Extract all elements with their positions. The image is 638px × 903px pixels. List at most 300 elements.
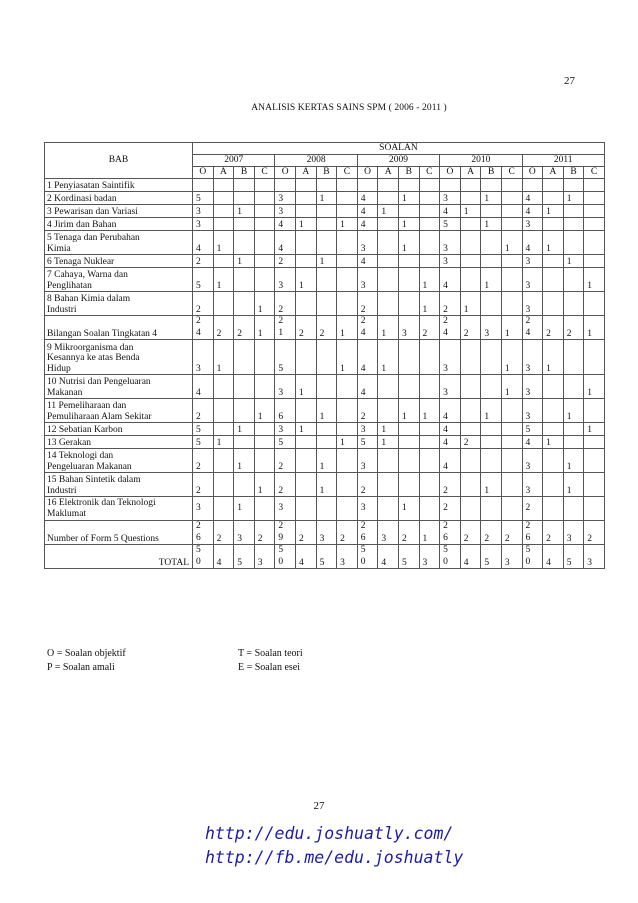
type-header: O: [522, 167, 543, 179]
count-cell: [378, 399, 399, 423]
count-cell: [543, 399, 564, 423]
count-cell: [213, 205, 234, 218]
count-digit: 2: [360, 316, 366, 326]
count-cell: [563, 205, 584, 218]
count-cell: 5: [275, 340, 296, 375]
count-cell: [213, 255, 234, 268]
count-cell: 1: [295, 268, 316, 292]
chapter-label-line: Pemuliharaan Alam Sekitar: [47, 411, 152, 422]
type-header: B: [481, 167, 502, 179]
count-cell: [419, 423, 440, 436]
chapter-label-line: 5 Tenaga dan Perubahan: [47, 233, 140, 243]
count-cell: 2: [440, 497, 461, 521]
count-cell: 4: [378, 545, 399, 569]
count-cell: [295, 231, 316, 255]
count-cell: [213, 399, 234, 423]
table-row: [45, 521, 605, 545]
count-digit: 9: [278, 532, 284, 543]
count-cell: [234, 473, 255, 497]
chapter-label: [45, 497, 193, 521]
count-cell: 4: [440, 268, 461, 292]
count-cell: 1: [481, 473, 502, 497]
count-cell: 1: [419, 399, 440, 423]
count-cell: 4: [357, 205, 378, 218]
count-cell: 4: [193, 231, 214, 255]
count-cell: [543, 375, 564, 399]
table-row: [45, 316, 605, 340]
table-row: [45, 423, 605, 436]
count-cell: 5: [440, 218, 461, 231]
count-digit: 4: [525, 327, 531, 338]
type-header: C: [501, 167, 522, 179]
count-cell: 1: [234, 497, 255, 521]
count-cell: [543, 473, 564, 497]
count-cell: 2: [460, 316, 481, 340]
count-cell: 1: [584, 375, 605, 399]
count-cell: [481, 255, 502, 268]
count-cell: 4: [440, 423, 461, 436]
table-row: [45, 473, 605, 497]
count-cell: 1: [254, 292, 275, 316]
chapter-label-line: 14 Teknologi dan: [47, 451, 114, 461]
count-digit: 2: [525, 316, 531, 326]
count-cell: 3: [522, 399, 543, 423]
count-cell: [316, 218, 337, 231]
type-header: B: [398, 167, 419, 179]
count-cell: 5: [193, 268, 214, 292]
count-cell: [295, 436, 316, 449]
table-row: [45, 205, 605, 218]
count-cell: [460, 255, 481, 268]
count-cell: [501, 449, 522, 473]
count-cell: [584, 399, 605, 423]
chapter-label: [45, 545, 193, 569]
count-digit: 2: [196, 316, 201, 326]
table-row: [45, 192, 605, 205]
count-cell: [501, 192, 522, 205]
table-row: [45, 497, 605, 521]
count-cell: [501, 218, 522, 231]
count-cell: 3: [357, 231, 378, 255]
count-cell: 2: [481, 521, 502, 545]
count-cell: 3: [440, 255, 461, 268]
count-cell: 5: [563, 545, 584, 569]
count-cell: [378, 231, 399, 255]
count-cell: [337, 375, 358, 399]
count-cell: [501, 473, 522, 497]
count-cell: [337, 449, 358, 473]
count-cell: [398, 449, 419, 473]
count-cell: 5: [234, 545, 255, 569]
count-cell: [563, 231, 584, 255]
count-digit: 0: [443, 556, 448, 567]
count-cell: [419, 205, 440, 218]
count-cell: [584, 497, 605, 521]
count-cell: 3: [234, 521, 255, 545]
count-cell: 1: [481, 268, 502, 292]
count-cell: 5: [398, 545, 419, 569]
count-cell: 3: [275, 423, 296, 436]
count-cell: 5: [481, 545, 502, 569]
count-cell: [460, 179, 481, 192]
count-cell: 1: [378, 340, 399, 375]
soalan-header: SOALAN: [193, 143, 605, 155]
count-cell: [378, 268, 399, 292]
count-cell: [460, 340, 481, 375]
count-cell: 1: [378, 316, 399, 340]
count-cell: 1: [295, 423, 316, 436]
count-cell: [337, 255, 358, 268]
link-website[interactable]: http://edu.joshuatly.com/: [205, 824, 454, 843]
count-cell: [254, 375, 275, 399]
count-cell: 3: [275, 268, 296, 292]
count-cell: 3: [398, 316, 419, 340]
count-cell: [316, 497, 337, 521]
count-cell: 1: [316, 473, 337, 497]
chapter-label: [45, 521, 193, 545]
count-cell: [316, 268, 337, 292]
count-digit: 5: [360, 545, 366, 555]
count-cell: 1: [563, 399, 584, 423]
count-cell: [254, 218, 275, 231]
count-cell: 1: [213, 268, 234, 292]
count-cell: 1: [398, 218, 419, 231]
chapter-label: [45, 436, 193, 449]
count-cell: 1: [501, 316, 522, 340]
count-cell: [460, 473, 481, 497]
chapter-label: [45, 340, 193, 375]
legend-essay: E = Soalan esei: [238, 662, 301, 673]
count-cell: 3: [419, 545, 440, 569]
count-cell: [398, 473, 419, 497]
count-cell: [481, 292, 502, 316]
count-cell: [543, 192, 564, 205]
chapter-label: [45, 449, 193, 473]
count-cell: [254, 205, 275, 218]
type-header: A: [378, 167, 399, 179]
type-header: C: [337, 167, 358, 179]
count-cell: 3: [522, 292, 543, 316]
count-cell: [501, 255, 522, 268]
count-cell: 1: [213, 340, 234, 375]
chapter-label-line: 16 Elektronik dan Teknologi: [47, 498, 156, 508]
count-cell: 4: [357, 340, 378, 375]
count-cell: 4: [440, 205, 461, 218]
chapter-label: [45, 179, 193, 192]
count-cell: [254, 436, 275, 449]
count-cell: [460, 449, 481, 473]
chapter-label-line: 4 Jirim dan Bahan: [47, 219, 117, 230]
count-cell: 1: [563, 473, 584, 497]
count-cell: 1: [337, 316, 358, 340]
count-cell: 5: [316, 545, 337, 569]
chapter-label: [45, 255, 193, 268]
count-cell: [584, 231, 605, 255]
count-digit: 2: [443, 316, 448, 326]
count-cell: [213, 179, 234, 192]
count-cell: [378, 179, 399, 192]
chapter-label-line: 12 Sebatian Karbon: [47, 424, 123, 435]
count-cell: 3: [357, 423, 378, 436]
count-cell: [213, 423, 234, 436]
count-cell: [584, 473, 605, 497]
count-cell: 2: [460, 436, 481, 449]
count-cell: [419, 449, 440, 473]
count-cell: 1: [254, 316, 275, 340]
type-header: A: [543, 167, 564, 179]
count-cell: [378, 255, 399, 268]
count-cell: [213, 473, 234, 497]
count-digit: 5: [443, 545, 448, 555]
count-cell: [378, 449, 399, 473]
count-cell: [584, 449, 605, 473]
type-header: A: [213, 167, 234, 179]
count-cell: 4: [440, 436, 461, 449]
count-cell: [398, 436, 419, 449]
legend-objective: O = Soalan objektif: [47, 648, 126, 659]
count-cell: 2: [275, 255, 296, 268]
count-cell: 1: [234, 205, 255, 218]
count-cell: [213, 497, 234, 521]
count-cell: [481, 436, 502, 449]
count-cell: [398, 375, 419, 399]
count-cell: 2: [316, 316, 337, 340]
count-cell: 6: [275, 399, 296, 423]
count-cell: [419, 340, 440, 375]
type-header: A: [460, 167, 481, 179]
count-cell: [584, 292, 605, 316]
chapter-label-line: TOTAL: [158, 557, 189, 568]
count-cell: [501, 436, 522, 449]
count-cell: 1: [563, 449, 584, 473]
count-cell: [563, 268, 584, 292]
count-cell: 4: [213, 545, 234, 569]
count-cell: [295, 255, 316, 268]
count-cell: [522, 545, 543, 569]
chapter-label-line: Industri: [47, 304, 77, 315]
count-cell: [543, 497, 564, 521]
count-cell: 3: [337, 545, 358, 569]
type-header: A: [295, 167, 316, 179]
count-cell: 3: [563, 521, 584, 545]
count-cell: [337, 399, 358, 423]
count-cell: [316, 179, 337, 192]
count-cell: [254, 268, 275, 292]
count-cell: 2: [440, 473, 461, 497]
type-header: B: [316, 167, 337, 179]
count-cell: [501, 205, 522, 218]
count-cell: [584, 218, 605, 231]
count-cell: 3: [522, 449, 543, 473]
count-cell: [316, 375, 337, 399]
count-cell: [213, 192, 234, 205]
count-digit: 0: [196, 556, 201, 567]
count-cell: [234, 231, 255, 255]
count-cell: 1: [337, 340, 358, 375]
count-cell: [501, 268, 522, 292]
count-cell: 2: [543, 316, 564, 340]
table-row: [45, 449, 605, 473]
count-cell: 2: [522, 497, 543, 521]
count-cell: 3: [275, 205, 296, 218]
count-digit: 4: [196, 327, 201, 338]
count-cell: [501, 423, 522, 436]
table-row: [45, 375, 605, 399]
table-row: [45, 231, 605, 255]
count-cell: [234, 268, 255, 292]
count-cell: [275, 316, 296, 340]
count-cell: 1: [398, 399, 419, 423]
count-digit: 6: [443, 532, 448, 543]
count-cell: [295, 205, 316, 218]
count-cell: [193, 179, 214, 192]
count-cell: [584, 179, 605, 192]
chapter-label-line: Kimia: [47, 243, 71, 254]
count-cell: [357, 521, 378, 545]
type-header: C: [254, 167, 275, 179]
count-cell: [460, 218, 481, 231]
count-cell: 1: [584, 268, 605, 292]
count-cell: 2: [193, 255, 214, 268]
table-row: [45, 292, 605, 316]
chapter-label: [45, 399, 193, 423]
count-cell: [563, 218, 584, 231]
table-row: [45, 255, 605, 268]
count-cell: 1: [337, 218, 358, 231]
count-cell: [234, 436, 255, 449]
count-cell: 3: [440, 192, 461, 205]
count-cell: [275, 179, 296, 192]
count-cell: [460, 268, 481, 292]
year-header: 2007: [193, 155, 275, 167]
legend-practical: P = Soalan amali: [47, 662, 115, 673]
count-cell: [481, 205, 502, 218]
count-cell: [398, 292, 419, 316]
count-cell: [193, 545, 214, 569]
count-cell: [398, 255, 419, 268]
count-digit: 2: [196, 521, 201, 531]
count-cell: [337, 473, 358, 497]
chapter-label: [45, 473, 193, 497]
type-header: O: [275, 167, 296, 179]
count-cell: [234, 179, 255, 192]
count-cell: [584, 436, 605, 449]
count-cell: 1: [254, 399, 275, 423]
count-digit: 1: [278, 327, 284, 338]
chapter-label-line: 15 Bahan Sintetik dalam: [47, 475, 141, 485]
count-cell: 5: [522, 423, 543, 436]
chapter-label-line: Kesannya ke atas Benda: [47, 353, 140, 363]
count-digit: 2: [360, 521, 366, 531]
chapter-label-line: 1 Penyiasatan Saintifik: [47, 180, 135, 191]
link-facebook[interactable]: http://fb.me/edu.joshuatly: [205, 848, 464, 867]
count-cell: [316, 340, 337, 375]
count-cell: 3: [316, 521, 337, 545]
count-cell: [481, 340, 502, 375]
count-cell: 1: [501, 231, 522, 255]
count-cell: 3: [501, 545, 522, 569]
year-header: 2010: [440, 155, 522, 167]
count-cell: 2: [357, 399, 378, 423]
chapter-label-line: Bilangan Soalan Tingkatan 4: [47, 328, 158, 339]
count-cell: [337, 292, 358, 316]
count-cell: 2: [357, 292, 378, 316]
type-header: B: [234, 167, 255, 179]
count-cell: [234, 399, 255, 423]
count-cell: [501, 399, 522, 423]
count-cell: 3: [275, 192, 296, 205]
count-cell: 2: [357, 473, 378, 497]
count-cell: 4: [357, 375, 378, 399]
count-cell: 1: [481, 192, 502, 205]
count-cell: [419, 436, 440, 449]
count-cell: 2: [193, 473, 214, 497]
count-cell: [295, 449, 316, 473]
count-cell: [378, 473, 399, 497]
count-cell: 3: [193, 340, 214, 375]
count-cell: 1: [563, 255, 584, 268]
count-cell: [234, 218, 255, 231]
count-cell: [419, 255, 440, 268]
type-header: C: [584, 167, 605, 179]
count-digit: 2: [278, 316, 284, 326]
chapter-label: [45, 316, 193, 340]
chapter-label-line: 2 Kordinasi badan: [47, 193, 117, 204]
count-cell: [295, 292, 316, 316]
count-cell: [460, 423, 481, 436]
count-cell: [398, 268, 419, 292]
count-cell: [357, 316, 378, 340]
type-header: O: [440, 167, 461, 179]
count-cell: 4: [522, 231, 543, 255]
count-cell: [378, 375, 399, 399]
count-cell: [543, 268, 564, 292]
document-title-text: ANALISIS KERTAS SAINS SPM ( 2006 - 2011 ): [251, 103, 447, 113]
count-cell: 2: [460, 521, 481, 545]
count-cell: [337, 423, 358, 436]
chapter-label-line: 9 Mikroorganisma dan: [47, 342, 134, 353]
count-cell: [481, 497, 502, 521]
count-cell: [254, 340, 275, 375]
count-cell: [337, 268, 358, 292]
count-cell: 5: [193, 436, 214, 449]
count-cell: 3: [584, 545, 605, 569]
chapter-label-line: 10 Nutrisi dan Pengeluaran: [47, 377, 151, 387]
count-cell: [419, 375, 440, 399]
count-cell: 1: [563, 192, 584, 205]
count-cell: 3: [357, 449, 378, 473]
count-cell: [543, 292, 564, 316]
count-cell: [563, 179, 584, 192]
count-cell: [398, 205, 419, 218]
count-digit: 2: [443, 521, 448, 531]
count-cell: [563, 497, 584, 521]
count-cell: 1: [398, 192, 419, 205]
count-cell: [337, 205, 358, 218]
count-cell: [234, 340, 255, 375]
count-cell: [440, 521, 461, 545]
count-cell: 2: [193, 399, 214, 423]
document-title: [0, 103, 638, 113]
count-cell: [378, 218, 399, 231]
count-cell: 2: [563, 316, 584, 340]
table-row: [45, 268, 605, 292]
page-number-top: 27: [564, 75, 575, 87]
count-cell: 4: [295, 545, 316, 569]
count-cell: 1: [584, 423, 605, 436]
count-cell: 4: [460, 545, 481, 569]
chapter-label-line: 11 Pemeliharaan dan: [47, 401, 127, 411]
